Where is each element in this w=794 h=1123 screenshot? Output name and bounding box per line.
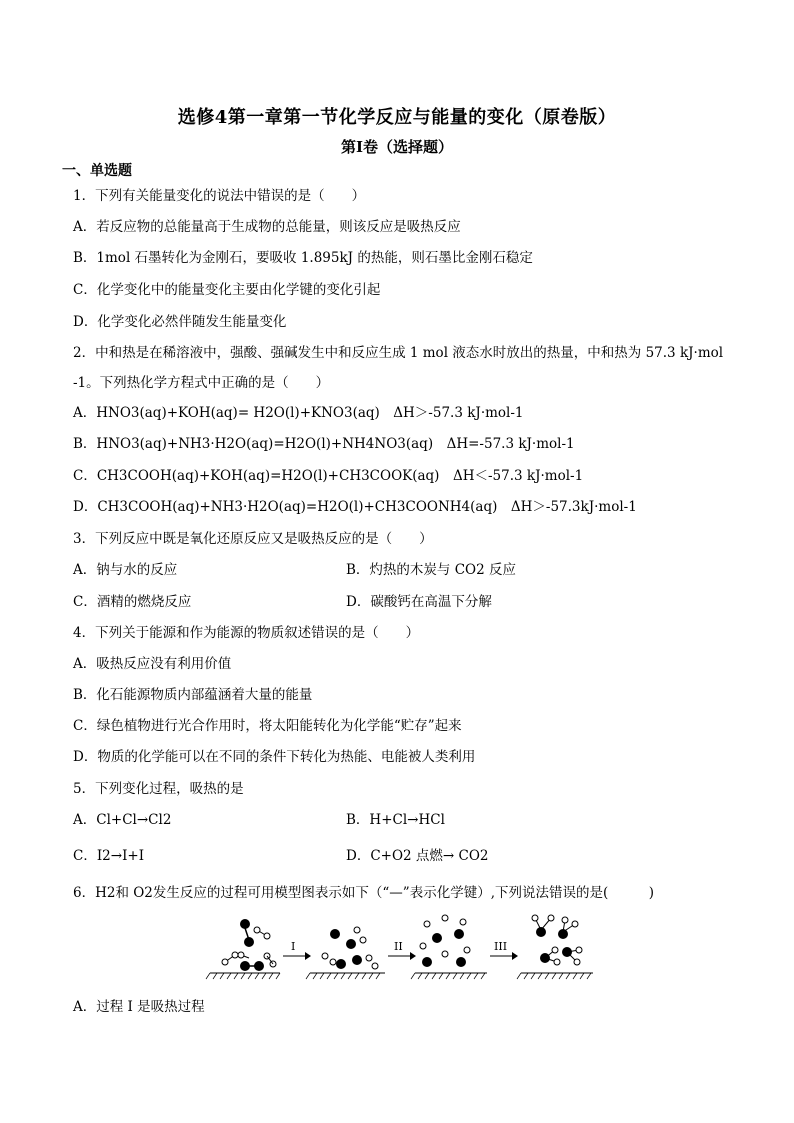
question-4-option-c: C．绿色植物进行光合作用时，将太阳能转化为化学能“贮存”起来 bbox=[73, 718, 462, 734]
question-6-stem: 6．H2和 O2发生反应的过程可用模型图表示如下（“—”表示化学键）,下列说法错误的是( ) bbox=[73, 885, 655, 901]
stage-2-molecules bbox=[306, 927, 385, 979]
question-4-option-b: B．化石能源物质内部蕴涵着大量的能量 bbox=[73, 687, 313, 703]
question-4-option-a: A．吸热反应没有利用价值 bbox=[73, 656, 232, 672]
arrow-3-label: III bbox=[494, 940, 508, 953]
question-3-option-b: B．灼热的木炭与 CO2 反应 bbox=[346, 562, 516, 578]
question-4-stem: 4．下列关于能源和作为能源的物质叙述错误的是（ ） bbox=[73, 625, 420, 641]
reaction-model-diagram bbox=[205, 910, 605, 982]
question-3-option-d: D．碳酸钙在高温下分解 bbox=[346, 594, 492, 610]
stage-4-molecules bbox=[517, 915, 593, 979]
stage-3-atoms bbox=[411, 915, 487, 979]
page-subtitle: 第I卷（选择题） bbox=[340, 138, 454, 156]
question-4-option-d: D．物质的化学能可以在不同的条件下转化为热能、电能被人类利用 bbox=[73, 749, 476, 765]
arrow-2-label: II bbox=[394, 940, 403, 953]
page-title: 选修4第一章第一节化学反应与能量的变化（原卷版） bbox=[177, 107, 617, 128]
section-heading: 一、单选题 bbox=[62, 163, 132, 179]
question-6-option-a: A．过程 I 是吸热过程 bbox=[73, 999, 205, 1015]
question-3-option-c: C．酒精的燃烧反应 bbox=[73, 594, 192, 610]
question-2-option-d: D．CH3COOH(aq)+NH3·H2O(aq)=H2O(l)+CH3COONH4(aq) ΔH＞-57.3kJ·mol-1 bbox=[73, 499, 637, 515]
question-2-stem-line2: -1。下列热化学方程式中正确的是（ ） bbox=[73, 375, 330, 391]
question-2-option-b: B．HNO3(aq)+NH3·H2O(aq)=H2O(l)+NH4NO3(aq) ΔH=-57.3 kJ·mol-1 bbox=[73, 436, 575, 452]
arrow-3 bbox=[490, 940, 518, 960]
question-3-option-a: A．钠与水的反应 bbox=[73, 562, 178, 578]
question-5-stem: 5．下列变化过程，吸热的是 bbox=[73, 781, 244, 797]
question-2-option-a: A．HNO3(aq)+KOH(aq)= H2O(l)+KNO3(aq) ΔH＞-57.3 kJ·mol-1 bbox=[73, 405, 524, 421]
question-1-stem: 1．下列有关能量变化的说法中错误的是（ ） bbox=[73, 188, 366, 204]
question-1-option-c: C．化学变化中的能量变化主要由化学键的变化引起 bbox=[73, 282, 381, 298]
question-2-stem-line1: 2．中和热是在稀溶液中，强酸、强碱发生中和反应生成 1 mol 液态水时放出的热量，中和热为 57.3 kJ·mol bbox=[73, 345, 724, 361]
question-1-option-d: D．化学变化必然伴随发生能量变化 bbox=[73, 314, 287, 330]
question-5-option-c: C．I2→I+I bbox=[73, 848, 145, 864]
question-5-option-d: D．C+O2 点燃→ CO2 bbox=[346, 848, 489, 864]
question-3-stem: 3．下列反应中既是氧化还原反应又是吸热反应的是（ ） bbox=[73, 531, 433, 547]
stage-1-molecules bbox=[206, 919, 280, 979]
question-5-option-b: B．H+Cl→HCl bbox=[346, 812, 445, 828]
question-1-option-a: A．若反应物的总能量高于生成物的总能量，则该反应是吸热反应 bbox=[73, 219, 461, 235]
arrow-2 bbox=[388, 940, 416, 960]
question-2-option-c: C．CH3COOH(aq)+KOH(aq)=H2O(l)+CH3COOK(aq) ΔH＜-57.3 kJ·mol-1 bbox=[73, 468, 584, 484]
arrow-1-label: I bbox=[291, 940, 296, 953]
question-1-option-b: B．1mol 石墨转化为金刚石，要吸收 1.895kJ 的热能，则石墨比金刚石稳定 bbox=[73, 250, 533, 266]
arrow-1 bbox=[283, 940, 311, 960]
question-5-option-a: A．Cl+Cl→Cl2 bbox=[73, 812, 172, 828]
